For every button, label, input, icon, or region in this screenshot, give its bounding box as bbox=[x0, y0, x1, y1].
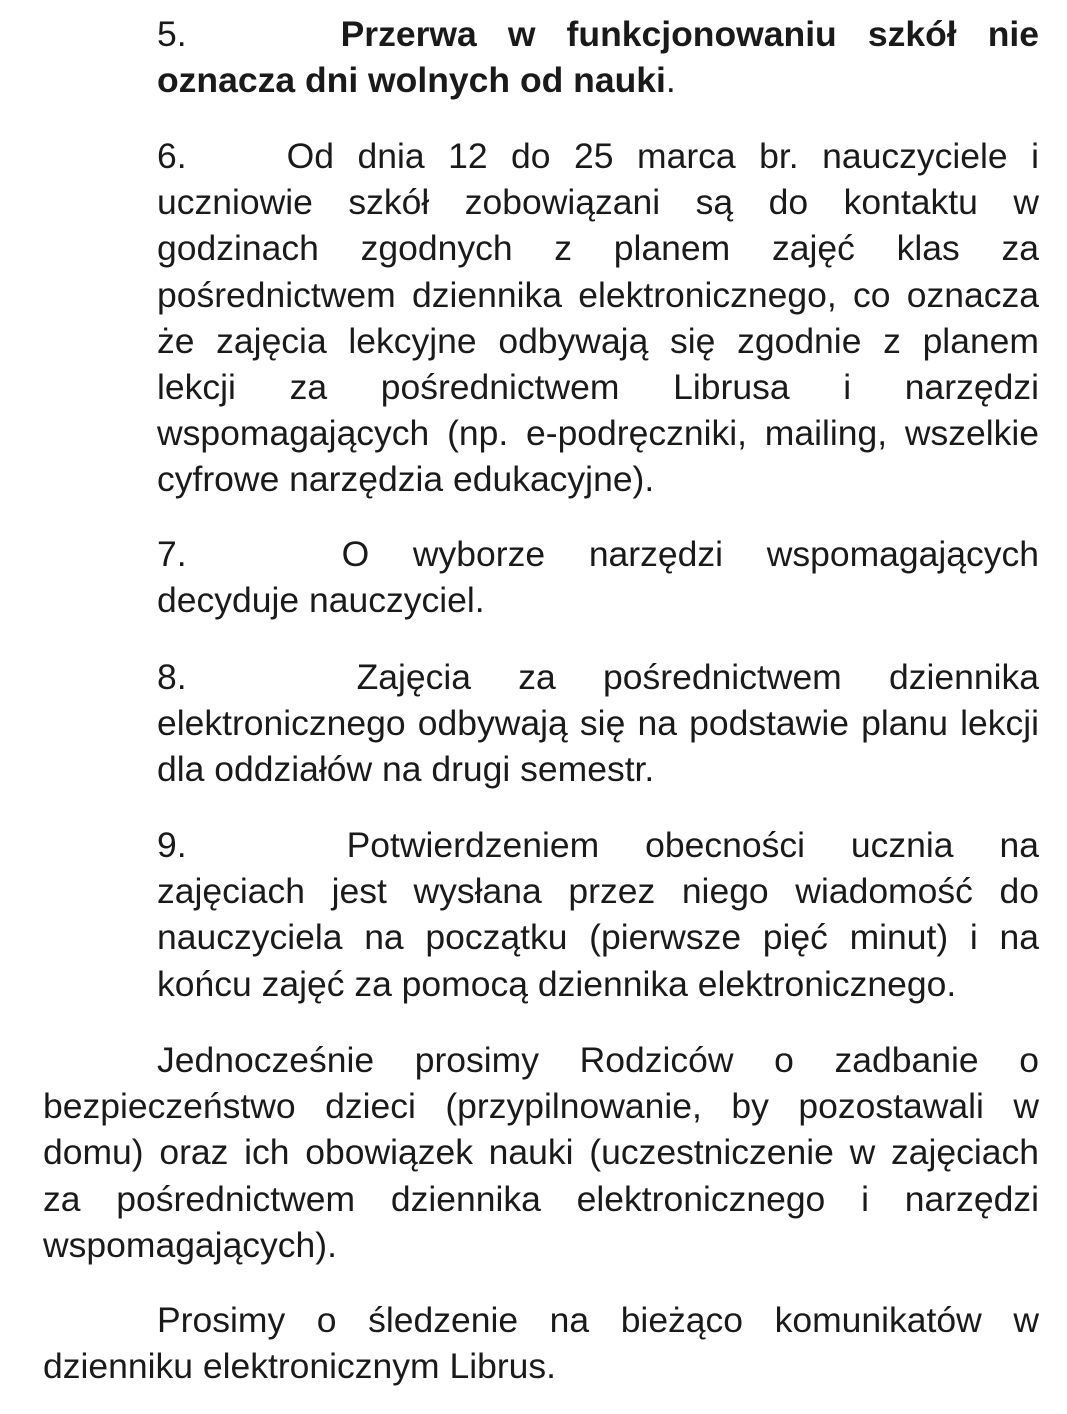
item-text: Potwierdzeniem obecności ucznia na zajęciach jest wysłana przez niego wiadomość do nauczyciela na początku (pierwsze pięć minut) i na końcu zajęć za pomocą dziennika elektronicznego. bbox=[157, 825, 1039, 1004]
item-number: 7. bbox=[157, 534, 187, 574]
list-item-5 bbox=[157, 11, 1039, 103]
item-number: 9. bbox=[157, 825, 187, 865]
list-item-8 bbox=[157, 654, 1039, 793]
paragraph-follow-announcements bbox=[43, 1297, 1039, 1389]
list-item-6 bbox=[157, 133, 1039, 503]
item-text: O wyborze narzędzi wspomagających decyduje nauczyciel. bbox=[157, 534, 1039, 621]
list-item-9 bbox=[157, 822, 1039, 1007]
paragraph-text: Jednocześnie prosimy Rodziców o zadbanie o bezpieczeństwo dzieci (przypilnowanie, by pozostawali w domu) oraz ich obowiązek nauki (uczestniczenie w zajęciach za pośrednictwem dziennika elektronicznego i narzędzi wspomagających). bbox=[43, 1040, 1039, 1265]
item-trailing-punct: . bbox=[665, 60, 676, 101]
item-number: 6. bbox=[157, 136, 187, 176]
paragraph-parents-request bbox=[43, 1037, 1039, 1268]
item-text-bold: Przerwa w funkcjonowaniu szkół nie oznacza dni wolnych od nauki bbox=[157, 14, 1039, 101]
item-number: 8. bbox=[157, 657, 187, 697]
paragraph-text: Prosimy o śledzenie na bieżąco komunikatów w dzienniku elektronicznym Librus. bbox=[43, 1300, 1039, 1387]
item-text: Zajęcia za pośrednictwem dziennika elektronicznego odbywają się na podstawie planu lekcji dla oddziałów na drugi semestr. bbox=[157, 657, 1039, 790]
item-text: Od dnia 12 do 25 marca br. nauczyciele i uczniowie szkół zobowiązani są do kontaktu w godzinach zgodnych z planem zajęć klas za pośrednictwem dziennika elektronicznego, co oznacza że zajęcia lekcyjne odbywają się zgodnie z planem lekcji za pośrednictwem Librusa i narzędzi wspomagających (np. e-podręczniki, mailing, wszelkie cyfrowe narzędzia edukacyjne). bbox=[157, 136, 1039, 500]
item-number: 5. bbox=[157, 14, 187, 54]
list-item-7 bbox=[157, 531, 1039, 623]
